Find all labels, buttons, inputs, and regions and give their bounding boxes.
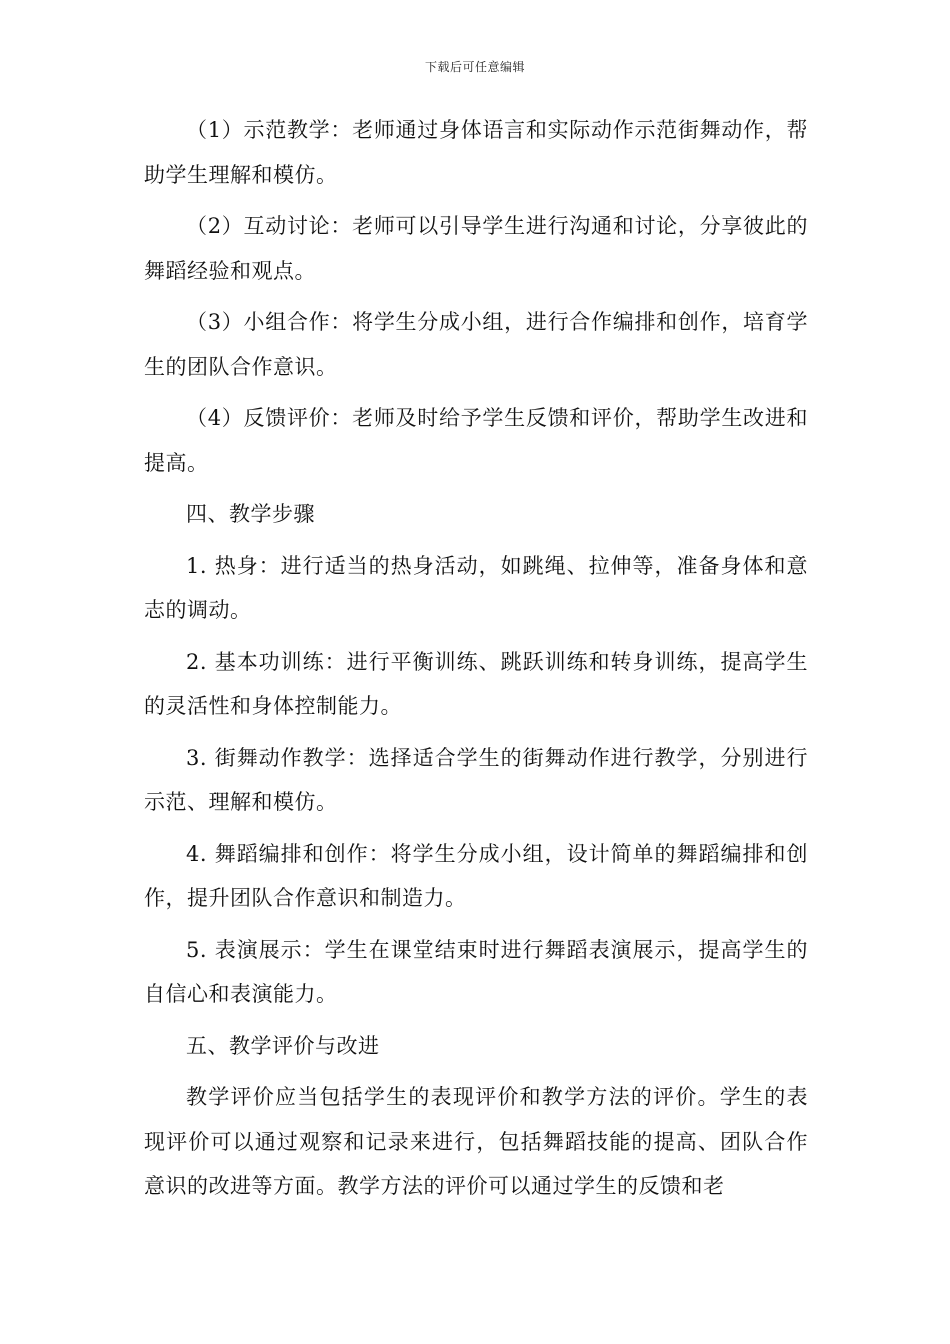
paragraph-step-basic-training: 2. 基本功训练：进行平衡训练、跳跃训练和转身训练，提高学生的灵活性和身体控制能力。: [144, 649, 808, 718]
paragraph-step-dance-teaching: 3. 街舞动作教学：选择适合学生的街舞动作进行教学，分别进行示范、理解和模仿。: [144, 745, 808, 814]
paragraph-method-demonstration: （1）示范教学：老师通过身体语言和实际动作示范街舞动作，帮助学生理解和模仿。: [144, 118, 808, 187]
section-heading-evaluation: 五、教学评价与改进: [186, 1033, 380, 1058]
paragraph-step-choreography: 4. 舞蹈编排和创作：将学生分成小组，设计简单的舞蹈编排和创作，提升团队合作意识和制造力。: [144, 841, 808, 910]
document-body: [144, 108, 808, 1216]
paragraph-method-group-work: （3）小组合作：将学生分成小组，进行合作编排和创作，培育学生的团队合作意识。: [144, 310, 808, 379]
paragraph-step-warmup: 1. 热身：进行适当的热身活动，如跳绳、拉伸等，准备身体和意志的调动。: [144, 553, 808, 622]
paragraph-step-performance: 5. 表演展示：学生在课堂结束时进行舞蹈表演展示，提高学生的自信心和表演能力。: [144, 937, 808, 1006]
page-header-note: 下载后可任意编辑: [424, 60, 525, 74]
section-heading-teaching-steps: 四、教学步骤: [186, 502, 315, 526]
paragraph-evaluation: 教学评价应当包括学生的表现评价和教学方法的评价。学生的表现评价可以通过观察和记录来进行，包括舞蹈技能的提高、团队合作意识的改进等方面。教学方法的评价可以通过学生的反馈和老: [144, 1085, 808, 1198]
paragraph-method-discussion: （2）互动讨论：老师可以引导学生进行沟通和讨论，分享彼此的舞蹈经验和观点。: [144, 214, 808, 283]
paragraph-method-feedback: （4）反馈评价：老师及时给予学生反馈和评价，帮助学生改进和提高。: [144, 406, 808, 475]
